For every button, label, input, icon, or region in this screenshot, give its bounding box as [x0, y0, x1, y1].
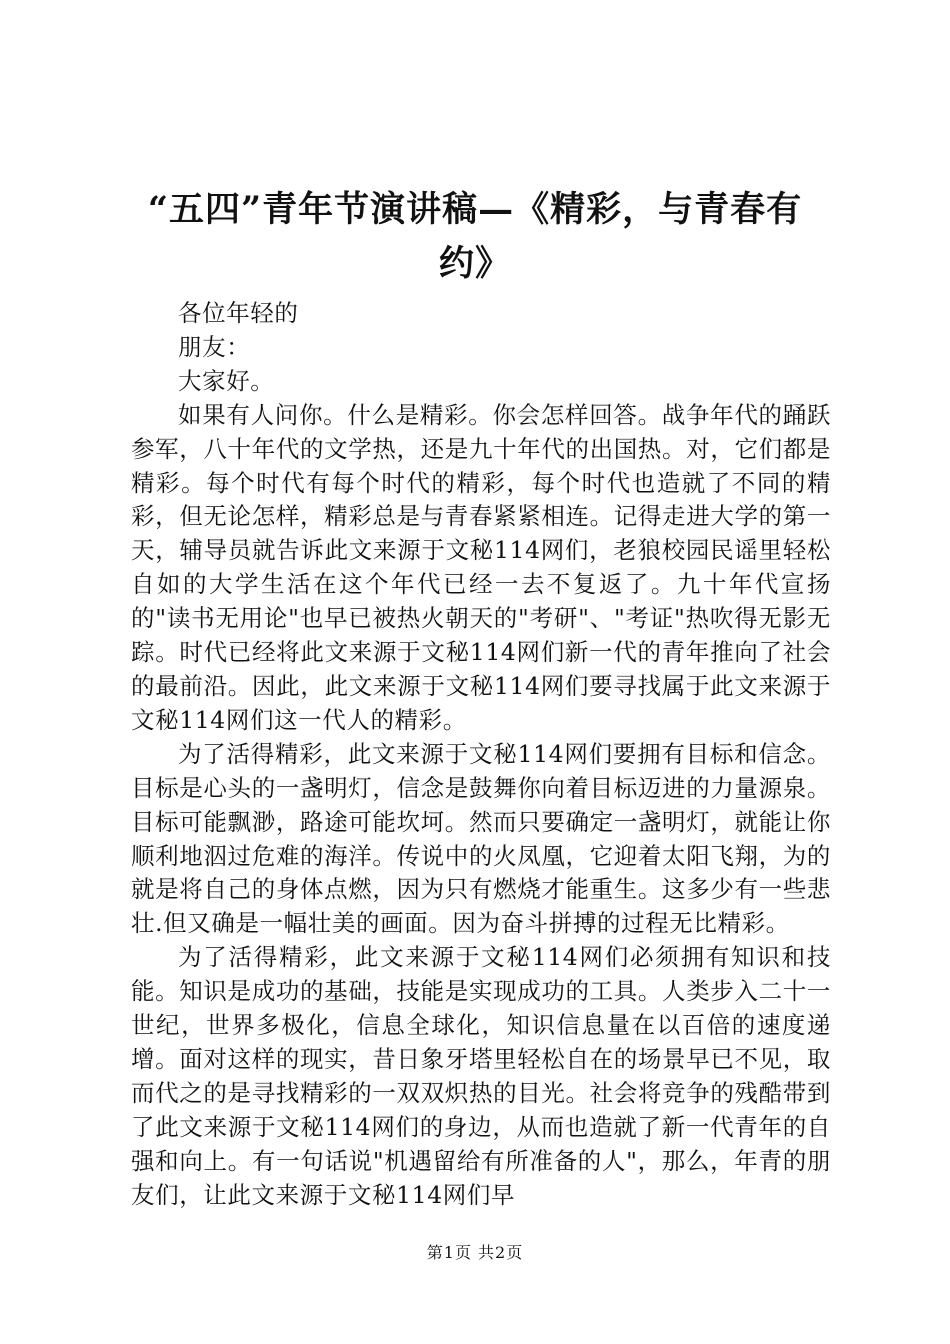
title-line-1: “五四”青年节演讲稿—《精彩，与青春有 [147, 189, 803, 230]
page-number-footer: 第1页 共2页 [426, 1243, 524, 1262]
paragraph: 为了活得精彩，此文来源于文秘114网们要拥有目标和信念。目标是心头的一盏明灯，信念是鼓舞你向着目标迈进的力量源泉。目标可能飘渺，路途可能坎坷。然而只要确定一盏明灯，就能让你顺利地泅过危难的海洋。传说中的火凤凰，它迎着太阳飞翔，为的就是将自己的身体点燃，因为只有燃烧才能重生。这多少有一些悲壮.但又确是一幅壮美的画面。因为奋斗拼搏的过程无比精彩。 [131, 739, 831, 938]
salutation-line-1: 各位年轻的 [178, 299, 299, 327]
paragraph: 如果有人问你。什么是精彩。你会怎样回答。战争年代的踊跃参军，八十年代的文学热，还是九十年代的出国热。对，它们都是精彩。每个时代有每个时代的精彩，每个时代也造就了不同的精彩，但无论怎样，精彩总是与青春紧紧相连。记得走进大学的第一天，辅导员就告诉此文来源于文秘114网们，老狼校园民谣里轻松自如的大学生活在这个年代已经一去不复返了。九十年代宣扬的"读书无用论"也早已被热火朝天的"考研"、"考证"热吹得无影无踪。时代已经将此文来源于文秘114网们新一代的青年推向了社会的最前沿。因此，此文来源于文秘114网们要寻找属于此文来源于文秘114网们这一代人的精彩。 [131, 400, 831, 734]
salutation-line-2: 朋友： [178, 332, 251, 361]
greeting: 大家好。 [178, 366, 275, 395]
title-line-2: 约》 [438, 243, 511, 284]
document-title [110, 183, 840, 291]
document-body [131, 297, 831, 1212]
paragraph: 为了活得精彩，此文来源于文秘114网们必须拥有知识和技能。知识是成功的基础，技能是实现成功的工具。人类步入二十一世纪，世界多极化，信息全球化，知识信息量在以百倍的速度递增。面对这样的现实，昔日象牙塔里轻松自在的场景早已不见，取而代之的是寻找精彩的一双双炽热的目光。社会将竞争的残酷带到了此文来源于文秘114网们的身边，从而也造就了新一代青年的自强和向上。有一句话说"机遇留给有所准备的人"，那么，年青的朋友们，让此文来源于文秘114网们早 [131, 943, 831, 1209]
